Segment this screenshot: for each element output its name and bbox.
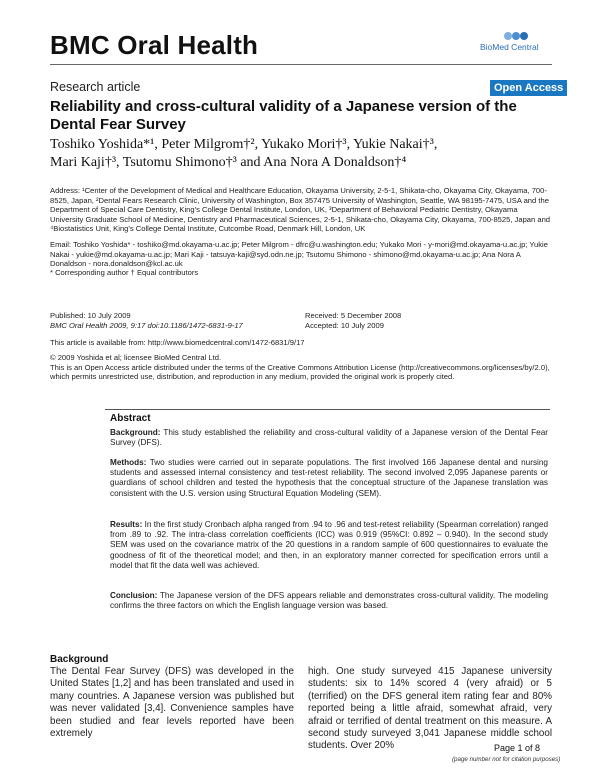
abstract-heading: Abstract [110, 413, 151, 424]
author[interactable]: Yukako Mori†³, [261, 137, 351, 152]
page-number: Page 1 of 8 [494, 743, 541, 753]
author[interactable]: Tsutomu Shimono†³ [122, 155, 237, 170]
copyright-block [50, 353, 552, 382]
journal-title: BMC Oral Health [50, 30, 259, 60]
citation: BMC Oral Health 2009, 9:17 doi:10.1186/1472-6831-9-17 [50, 320, 243, 330]
author[interactable]: Mari Kaji†³, [50, 155, 120, 170]
logo-graphic-icon [502, 30, 532, 42]
article-type: Research article [50, 80, 141, 94]
published-date: Published: 10 July 2009 [50, 311, 131, 320]
page-note: (page number not for citation purposes) [452, 756, 561, 763]
license-text[interactable]: This is an Open Access article distributed under the terms of the Creative Commons Attribution License (http://creativecommons.org/licenses/by/2.0), which permits unrestricted use, distribution, and reproduction in any medium, provided the original work is properly cited. [50, 362, 550, 382]
section-text: The Japanese version of the DFS appears reliable and demonstrates cross-cultural validity. The modeling confirms the three factors on which the English language version was based. [110, 591, 548, 611]
publication-info-left [50, 311, 280, 330]
publisher-logo-text: BioMed Central [480, 42, 539, 52]
accepted-date: Accepted: 10 July 2009 [305, 320, 384, 330]
received-date: Received: 5 December 2008 [305, 311, 402, 320]
author[interactable]: Yukie Nakai†³, [353, 137, 438, 152]
body-column-left: The Dental Fear Survey (DFS) was developed in the United States [1,2] and has been translated and used in many countries. A Japanese version was published but was never validated [3,4]. Convenience samples have been studied and fear levels reported have been extremely [50, 666, 294, 740]
header-rule [50, 64, 552, 65]
section-label: Methods: [110, 458, 147, 467]
publisher-logo[interactable] [480, 30, 552, 54]
author-emails[interactable]: Email: Toshiko Yoshida* - toshiko@md.okayama-u.ac.jp; Peter Milgrom - dfrc@u.washington.edu; Yukako Mori - y-mori@md.okayama-u.ac.jp; Yukie Nakai - yukie@md.okayama-u.ac.jp; Mari Kaji - tatsuya-kaji@syd.odn.ne.jp; Tsutomu Shimono - shimono@md.okayama-u.ac.jp; Ana Nora A Donaldson - nora.donaldson@kcl.ac.uk [50, 240, 548, 269]
section-text: In the first study Cronbach alpha ranged from .94 to .96 and test-retest reliability (Spearman correlation) ranged from .89 to .92. The intra-class correlation coefficients (ICC) was 0.919 (95%CI: 0.892 – 0.940). In the second study SEM was used on the covariance matrix of the 20 questions in a random sample of 600 questionnaires to evaluate the goodness of fit of the theoretical model; and then, in an exploratory manner corrected for specification errors until a model that fit the data well was achieved. [110, 520, 549, 570]
article-url[interactable]: This article is available from: http://www.biomedcentral.com/1472-6831/9/17 [50, 338, 305, 347]
section-label: Results: [110, 520, 143, 529]
abstract-results [110, 520, 548, 571]
section-heading: Background [50, 654, 109, 665]
body-column-right: high. One study surveyed 415 Japanese university students: six to 14% scored 4 (very afraid) or 5 (terrified) on the DFS general item rating fear and 80% reported being a little afraid, somewhat afraid, very afraid or terrified of dental treatment on this measure. A second study surveyed 3,041 Japanese middle school students. Over 20% [308, 666, 552, 752]
publication-info-right [305, 311, 545, 330]
affiliations: Address: ¹Center of the Development of Medical and Healthcare Education, Okayama University, 2-5-1, Shikata-cho, Okayama City, Okayama, 700-8525, Japan, ²Dental Fears Research Clinic, University of Washington, Box 357475 University of Washington, Seattle, WA 98195-7475, USA and the Department of Special Care Dentistry, King's College Dental Institute, London, UK, ³Department of Behavioral Pediatric Dentistry, Okayama University Graduate School of Medicine, Dentistry and Pharmaceutical Sciences, 2-5-1, Shikata-cho, Okayama City, Okayama, 700-8525, Japan and ⁴Biostatistics Unit, King's College Dental Institute, Cutcombe Road, Denmark Hill, London, UK [50, 186, 551, 234]
abstract-methods [110, 458, 548, 499]
section-text: Two studies were carried out in separate populations. The first involved 166 Japanese dental and nursing students and assessed internal consistency and test-retest reliability. The second involved 2,095 Japanese parents or guardians of school children and tested the hypothesis that the conceptual structure of the Japanese translation was consistent with the U.S. version using Structural Equation Modeling (SEM). [110, 458, 548, 498]
section-text: This study established the reliability and cross-cultural validity of a Japanese version of the Dental Fear Survey (DFS). [110, 428, 548, 448]
article-title: Reliability and cross-cultural validity of a Japanese version of the Dental Fear Survey [50, 98, 517, 133]
author[interactable]: Toshiko Yoshida*¹, [50, 137, 158, 152]
author[interactable]: and Ana Nora A Donaldson†⁴ [240, 155, 407, 170]
section-label: Background: [110, 428, 161, 437]
section-label: Conclusion: [110, 591, 158, 600]
copyright-line: © 2009 Yoshida et al; licensee BioMed Central Ltd. [50, 353, 222, 362]
author-list [50, 136, 530, 172]
abstract-conclusion [110, 591, 548, 611]
corresponding-note: * Corresponding author † Equal contributors [50, 268, 199, 277]
open-access-badge[interactable]: Open Access [490, 80, 567, 96]
author[interactable]: Peter Milgrom†², [161, 137, 259, 152]
abstract-background [110, 428, 548, 448]
